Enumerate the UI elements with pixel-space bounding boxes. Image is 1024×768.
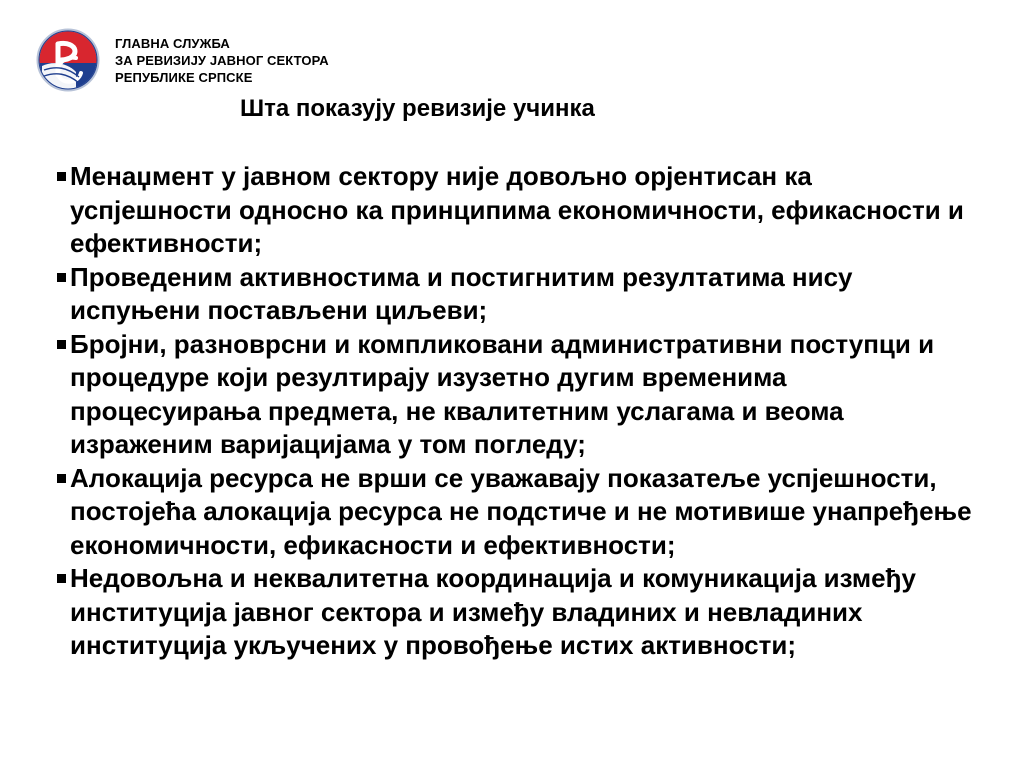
finding-item xyxy=(56,160,976,261)
header xyxy=(36,28,329,92)
findings-list xyxy=(56,160,976,663)
page-title: Шта показују ревизије учинка xyxy=(240,95,595,122)
organization-line: РЕПУБЛИКЕ СРПСКЕ xyxy=(115,70,253,85)
square-bullet-icon xyxy=(57,172,66,181)
organization-line: ЗА РЕВИЗИЈУ ЈАВНОГ СЕКТОРА xyxy=(115,53,329,68)
organization-line: ГЛАВНА СЛУЖБА xyxy=(115,36,230,51)
audit-service-emblem-icon xyxy=(36,28,100,92)
finding-item xyxy=(56,462,976,563)
finding-item xyxy=(56,328,976,462)
finding-item xyxy=(56,261,976,328)
finding-text: Менаџмент у јавном сектору није довољно орјентисан ка успјешности односно ка принципима економичности, ефикасности и ефективности; xyxy=(70,161,964,258)
finding-item xyxy=(56,562,976,663)
square-bullet-icon xyxy=(57,340,66,349)
finding-text: Бројни, разноврсни и компликовани административни поступци и процедуре који резултирају изузетно дугим временима процесуирања предмета, не квалитетним услагама и веома израженим варијацијама у том погледу; xyxy=(70,328,935,459)
square-bullet-icon xyxy=(57,474,66,483)
finding-text: Недовољна и неквалитетна координација и комуникација између институција јавног сектора и између владиних и невладиних институција укључених у провођење истих активности; xyxy=(70,563,916,660)
organization-name xyxy=(115,35,329,86)
finding-text: Алокација ресурса не врши се уважавају показатеље успјешности, постојећа алокација ресурса не подстиче и не мотивише унапређење економичности, ефикасности и ефективности; xyxy=(70,462,972,560)
finding-text: Проведеним активностима и постигнитим резултатима нису испуњени постављени циљеви; xyxy=(70,261,853,325)
square-bullet-icon xyxy=(57,273,66,282)
square-bullet-icon xyxy=(57,574,66,583)
